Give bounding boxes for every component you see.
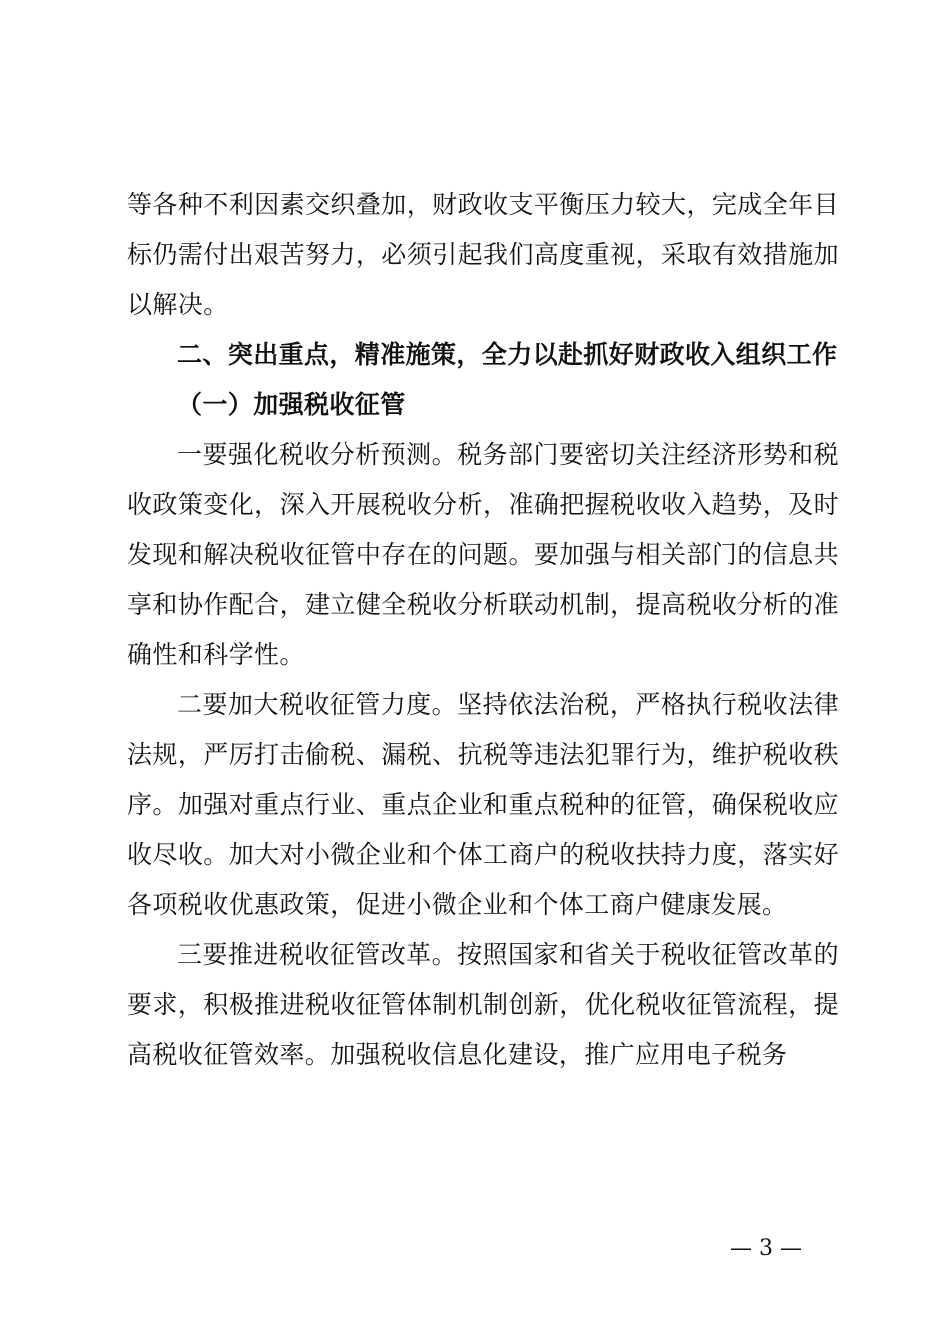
- paragraph-tax-analysis: 一要强化税收分析预测。税务部门要密切关注经济形势和税收政策变化，深入开展税收分析，准确把握税收收入趋势，及时发现和解决税收征管中存在的问题。要加强与相关部门的信息共享和协作配合，建立健全税收分析联动机制，提高税收分析的准确性和科学性。: [127, 440, 839, 669]
- page-number: — 3 —: [730, 1236, 802, 1261]
- paragraph-tax-reform: 三要推进税收征管改革。按照国家和省关于税收征管改革的要求，积极推进税收征管体制机制创新，优化税收征管流程，提高税收征管效率。加强税收信息化建设，推广应用电子税务: [127, 940, 839, 1069]
- subsection-heading: （一）加强税收征管: [177, 390, 406, 419]
- document-body: [127, 180, 839, 1080]
- continued-paragraph: 等各种不利因素交织叠加，财政收支平衡压力较大，完成全年目标仍需付出艰苦努力，必须引起我们高度重视，采取有效措施加以解决。: [127, 190, 839, 319]
- paragraph-tax-enforcement: 二要加大税收征管力度。坚持依法治税，严格执行税收法律法规，严厉打击偷税、漏税、抗税等违法犯罪行为，维护税收秩序。加强对重点行业、重点企业和重点税种的征管，确保税收应收尽收。加大对小微企业和个体工商户的税收扶持力度，落实好各项税收优惠政策，促进小微企业和个体工商户健康发展。: [127, 690, 839, 919]
- section-heading: 二、突出重点，精准施策，全力以赴抓好财政收入组织工作: [177, 340, 838, 369]
